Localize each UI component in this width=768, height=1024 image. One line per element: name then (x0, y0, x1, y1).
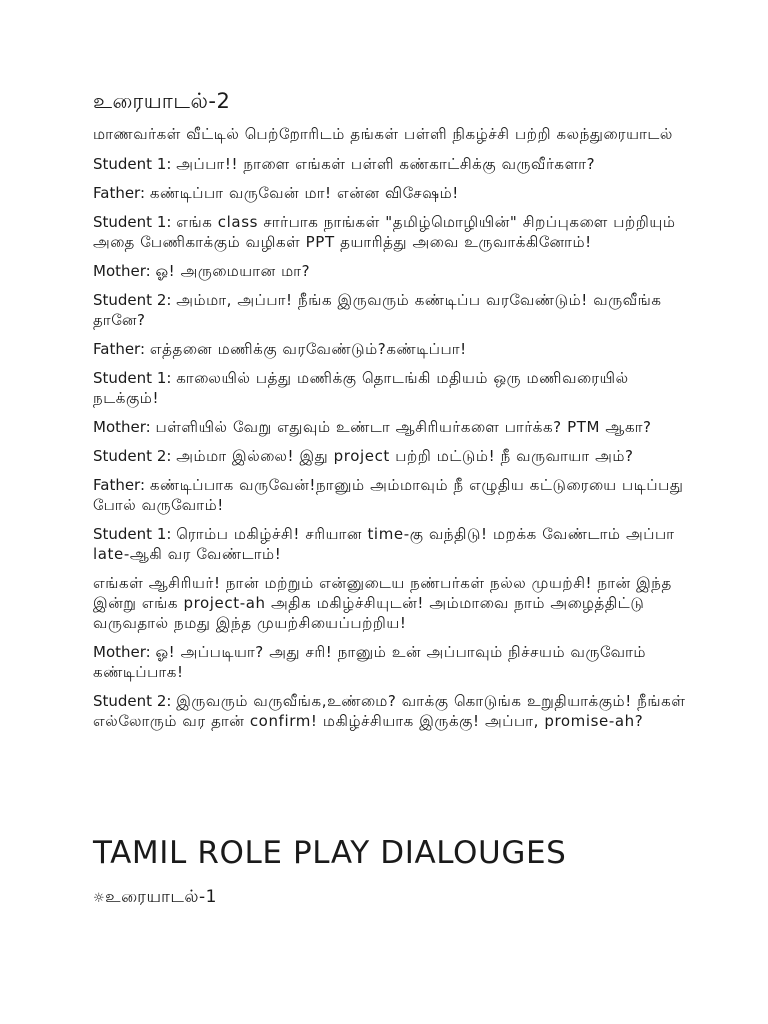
speaker-label: Student 1: (93, 369, 172, 387)
dialogue-text: எங்க class சார்பாக நாங்கள் "தமிழ்மொழியின்" சிறப்புகளை பற்றியும் அதை பேணிகாக்கும் வழிகள் PPT தயாரித்து அவை உருவாக்கினோம்! (93, 213, 676, 251)
dialogue-line (93, 524, 693, 564)
sun-icon: ☼ (93, 891, 106, 906)
dialogue-line (93, 183, 693, 203)
dialogue-text: கண்டிப்பாக வருவேன்!நானும் அம்மாவும் நீ எழுதிய கட்டுரையை படிப்பது போல் வருவோம்! (93, 476, 684, 514)
dialogue-line (93, 642, 693, 682)
dialogue-text: எங்கள் ஆசிரியர்! நான் மற்றும் என்னுடைய நண்பர்கள் நல்ல முயற்சி! நான் இந்த இன்று எங்க project-ah அதிக மகிழ்ச்சியுடன்! அம்மாவை நாம் அழைத்திட்டு வருவதால் நமது இந்த முயற்சியைப்பற்றிய! (93, 574, 672, 632)
dialogue-line (93, 339, 693, 359)
sub-heading (93, 886, 217, 910)
dialogue-text: ஓ! அப்படியா? அது சரி! நானும் உன் அப்பாவும் நிச்சயம் வருவோம் கண்டிப்பாக! (93, 643, 647, 681)
dialogue-line (93, 261, 693, 281)
speaker-label: Student 1: (93, 155, 172, 173)
dialogue-text: பள்ளியில் வேறு எதுவும் உண்டா ஆசிரியர்களை பார்க்க? PTM ஆகா? (155, 418, 652, 436)
speaker-label: Father: (93, 184, 146, 202)
dialogue-text: அம்மா இல்லை! இது project பற்றி மட்டும்! நீ வருவாயா அம்? (176, 447, 634, 465)
dialogue-line (93, 290, 693, 330)
speaker-label: Mother: (93, 643, 151, 661)
speaker-label: Mother: (93, 262, 151, 280)
dialogue-line (93, 573, 693, 633)
dialogue-line (93, 475, 693, 515)
dialogue-line (93, 446, 693, 466)
dialogue-line (93, 154, 693, 174)
dialogue-text: ரொம்ப மகிழ்ச்சி! சரியான time-கு வந்திடு! மறக்க வேண்டாம் அப்பா late-ஆகி வர வேண்டாம்! (93, 525, 675, 563)
dialogue-text: எத்தனை மணிக்கு வரவேண்டும்?கண்டிப்பா! (149, 340, 467, 358)
dialogue-line (93, 368, 693, 408)
speaker-label: Mother: (93, 418, 151, 436)
page-title: TAMIL ROLE PLAY DIALOUGES (93, 835, 567, 871)
document-page (93, 88, 693, 740)
dialogue-text: அப்பா!! நாளை எங்கள் பள்ளி கண்காட்சிக்கு வருவீர்களா? (176, 155, 596, 173)
speaker-label: Student 2: (93, 692, 172, 710)
speaker-label: Student 2: (93, 447, 172, 465)
speaker-label: Father: (93, 476, 146, 494)
sub-heading-text: உரையாடல்-1 (105, 887, 217, 907)
dialogue-text: காலையில் பத்து மணிக்கு தொடங்கி மதியம் ஒரு மணிவரையில் நடக்கும்! (93, 369, 629, 407)
dialogue-intro: மாணவர்கள் வீட்டில் பெற்றோரிடம் தங்கள் பள்ளி நிகழ்ச்சி பற்றி கலந்துரையாடல் (93, 125, 673, 143)
dialogue-line (93, 691, 693, 731)
speaker-label: Student 1: (93, 213, 172, 231)
speaker-label: Student 1: (93, 525, 172, 543)
dialogue-text: ஓ! அருமையான மா? (155, 262, 311, 280)
speaker-label: Student 2: (93, 291, 172, 309)
dialogue-heading: உரையாடல்-2 (93, 89, 231, 113)
dialogue-list (93, 154, 693, 731)
dialogue-text: இருவரும் வருவீங்க,உண்மை? வாக்கு கொடுங்க உறுதியாக்கும்! நீங்கள் எல்லோரும் வர தான் confirm! மகிழ்ச்சியாக இருக்கு! அப்பா, promise-ah? (93, 692, 686, 730)
dialogue-line (93, 212, 693, 252)
speaker-label: Father: (93, 340, 146, 358)
dialogue-text: அம்மா, அப்பா! நீங்க இருவரும் கண்டிப்ப வரவேண்டும்! வருவீங்க தானே? (93, 291, 662, 329)
dialogue-line (93, 417, 693, 437)
dialogue-text: கண்டிப்பா வருவேன் மா! என்ன விசேஷம்! (149, 184, 459, 202)
